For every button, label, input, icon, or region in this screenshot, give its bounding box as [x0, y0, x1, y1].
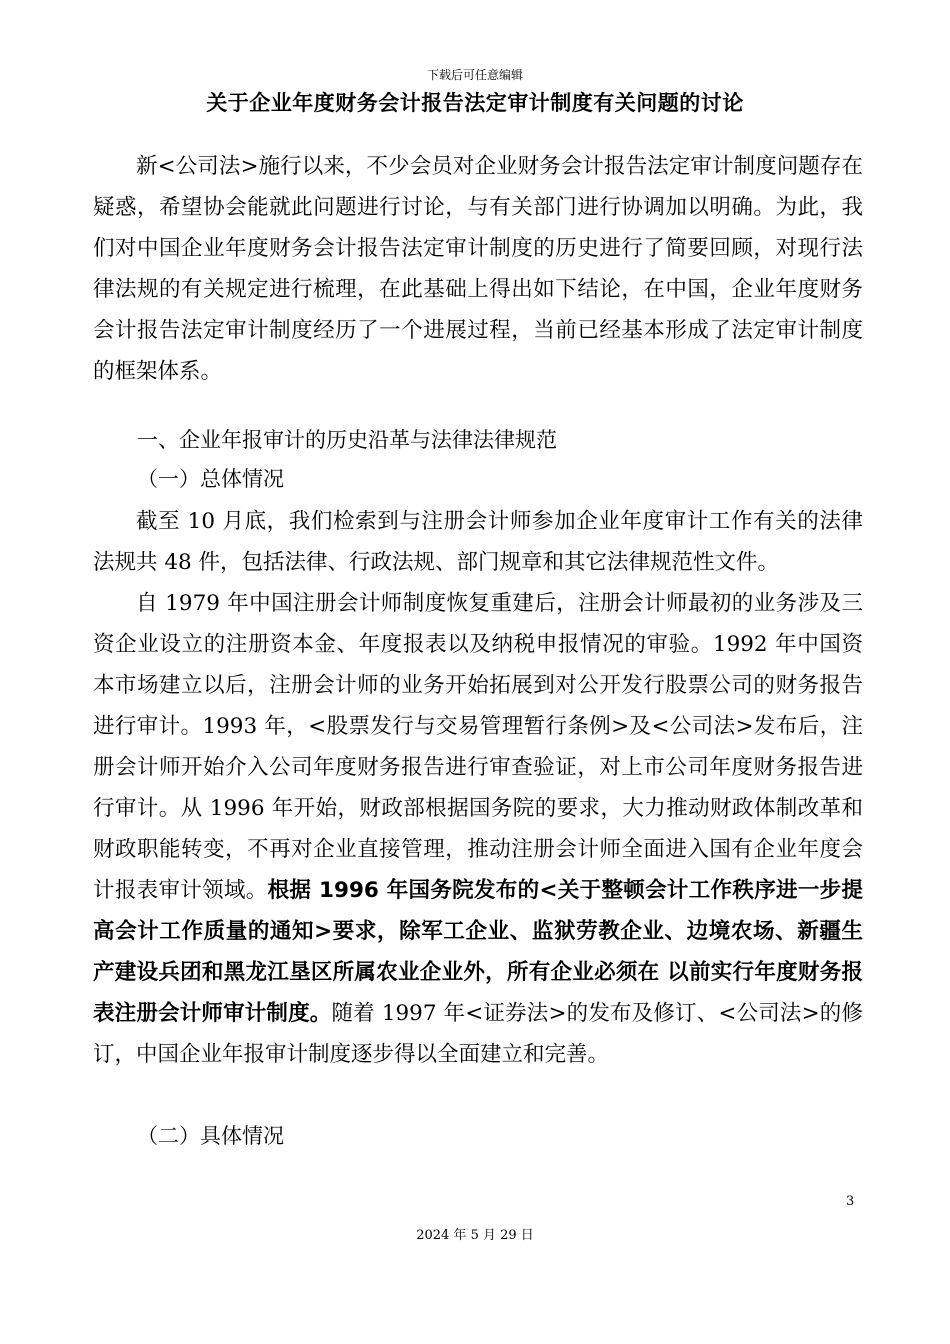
intro-paragraph: 新<公司法>施行以来，不少会员对企业财务会计报告法定审计制度问题存在疑惑，希望协会能就此问题进行讨论，与有关部门进行协调加以明确。为此，我们对中国企业年度财务会计报告法定审计制度的历史进行了简要回顾，对现行法律法规的有关规定进行梳理，在此基础上得出如下结论，在中国，企业年度财务会计报告法定审计制度经历了一个进展过程，当前已经基本形成了法定审计制度的框架体系。: [93, 154, 863, 384]
header-note: 下载后可任意编辑: [426, 68, 523, 82]
section-heading: 一、企业年报审计的历史沿革与法律法律规范: [137, 428, 557, 452]
overview-section: [93, 501, 863, 1075]
bold-emphasis-text: 根据 1996 年国务院发布的<关于整顿会计工作秩序进一步提高会计工作质量的通知>要求，除军工企业、监狱劳教企业、边境农场、新疆生产建设兵团和黑龙江垦区所属农业企业外，所有企业必须在 以前实行年度财务报表注册会计师审计制度。: [93, 878, 863, 1026]
subsection-heading-overview: （一）总体情况: [137, 467, 284, 491]
body-paragraph: [93, 583, 863, 1075]
document-title: 关于企业年度财务会计报告法定审计制度有关问题的讨论: [206, 91, 744, 115]
footer-date: 2024 年 5 月 29 日: [416, 1228, 534, 1243]
body-paragraph: 截至 10 月底，我们检索到与注册会计师参加企业年度审计工作有关的法律法规共 48 件，包括法律、行政法规、部门规章和其它法律规范性文件。: [93, 509, 863, 575]
body-text: 自 1979 年中国注册会计师制度恢复重建后，注册会计师最初的业务涉及三资企业设立的注册资本金、年度报表以及纳税申报情况的审验。1992 年中国资本市场建立以后，注册会计师的业务开始拓展到对公开发行股票公司的财务报告进行审计。1993 年，<股票发行与交易管理暂行条例>及<公司法>发布后，注册会计师开始介入公司年度财务报告进行审查验证，对上市公司年度财务报告进行审计。从 1996 年开始，财政部根据国务院的要求，大力推动财政体制改革和财政职能转变，不再对企业直接管理，推动注册会计师全面进入国有企业年度会计报表审计领域。: [93, 591, 863, 903]
page-number: 3: [846, 1194, 855, 1209]
body-text: 随着 1997 年<证券法>的发布及修订、<公司法>的修订，中国企业年报审计制度逐步得以全面建立和完善。: [93, 1001, 863, 1067]
intro-section: [93, 146, 863, 392]
subsection-heading-details: （二）具体情况: [137, 1124, 284, 1148]
